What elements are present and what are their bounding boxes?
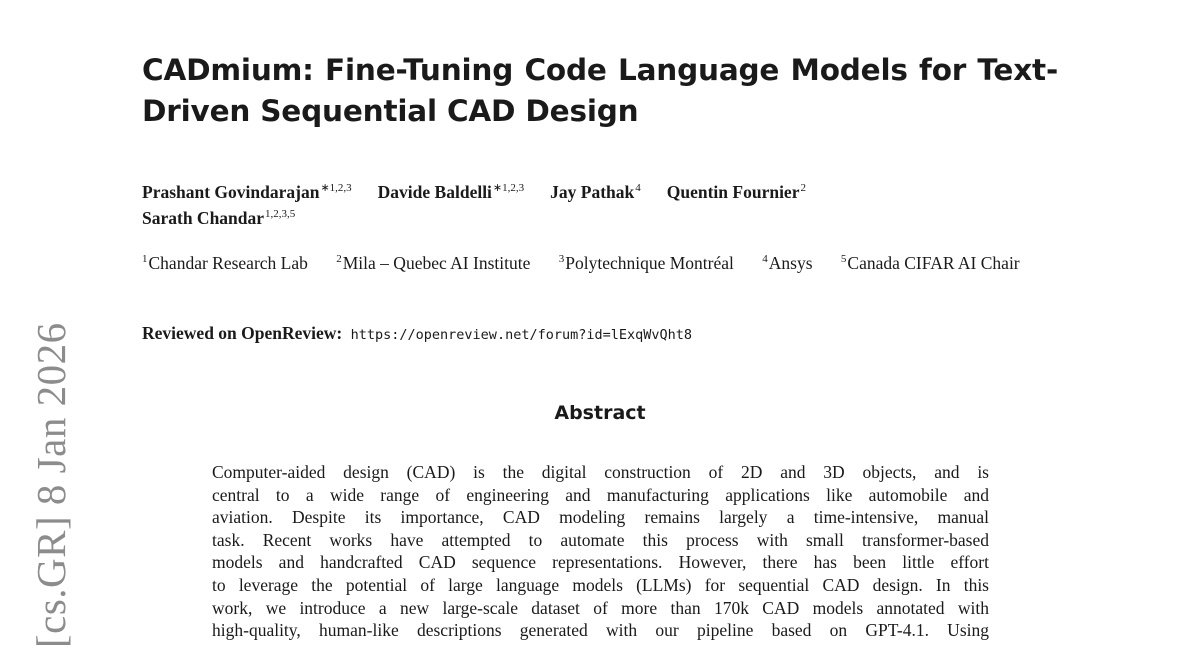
- author-affiliation-marks: ∗1,2,3: [492, 182, 525, 194]
- abstract-line: task. Recent works have attempted to automate this process with small transformer-based: [212, 529, 989, 550]
- abstract-line: to leverage the potential of large language models (LLMs) for sequential CAD design. In this: [212, 574, 989, 595]
- author-name: Quentin Fournier: [666, 182, 800, 202]
- openreview-line: [142, 322, 1058, 347]
- openreview-link[interactable]: https://openreview.net/forum?id=lExqWvQht8: [350, 327, 693, 343]
- abstract-heading: Abstract: [554, 402, 646, 424]
- affiliation-name: Mila – Quebec AI Institute: [342, 253, 531, 273]
- abstract-line: work, we introduce a new large-scale dataset of more than 170k CAD models annotated with: [212, 597, 989, 618]
- author-affiliation-marks: 2: [800, 182, 806, 194]
- affiliation-mark: 4: [762, 253, 768, 265]
- affiliation-mark: 2: [336, 253, 342, 265]
- affiliation-name: Chandar Research Lab: [148, 253, 308, 273]
- affiliation-name: Canada CIFAR AI Chair: [847, 253, 1020, 273]
- affiliation: [559, 253, 734, 273]
- affiliation-mark: 3: [558, 253, 565, 265]
- affiliation: [841, 253, 1020, 273]
- author-name: Jay Pathak: [550, 182, 635, 202]
- affiliation-mark: 5: [840, 253, 847, 265]
- author: [142, 207, 295, 233]
- author: [550, 181, 641, 207]
- author-affiliation-marks: 4: [635, 182, 641, 194]
- affiliation-name: Polytechnique Montréal: [565, 253, 734, 273]
- affiliation: [762, 253, 812, 273]
- author-affiliation-marks: ∗1,2,3: [320, 182, 352, 194]
- author-affiliation-marks: 1,2,3,5: [265, 208, 296, 220]
- abstract-line: aviation. Despite its importance, CAD modeling remains largely a time-intensive, manual: [212, 507, 989, 528]
- author-name: Davide Baldelli: [377, 182, 492, 202]
- author: [142, 181, 352, 207]
- abstract-line: models and handcrafted CAD sequence representations. However, there has been little effort: [212, 552, 989, 573]
- affiliation: [336, 253, 530, 273]
- abstract-body: [212, 461, 989, 642]
- abstract-line: high-quality, human-like descriptions generated with our pipeline based on GPT-4.1. Using: [212, 620, 989, 641]
- affiliation-list: [142, 252, 1058, 278]
- paper-title: CADmium: Fine-Tuning Code Language Models for Text-Driven Sequential CAD Design: [142, 53, 1058, 128]
- author: [667, 181, 806, 207]
- author-list: [142, 181, 1058, 233]
- author-name: Prashant Govindarajan: [142, 182, 320, 202]
- openreview-label: Reviewed on OpenReview:: [142, 323, 343, 343]
- abstract-line: central to a wide range of engineering and manufacturing applications like automobile and: [212, 484, 989, 505]
- abstract-line: Computer-aided design (CAD) is the digital construction of 2D and 3D objects, and is: [212, 462, 989, 482]
- affiliation-mark: 1: [142, 253, 148, 265]
- affiliation: [142, 253, 308, 273]
- author-name: Sarath Chandar: [142, 208, 265, 228]
- affiliation-name: Ansys: [768, 253, 813, 273]
- arxiv-identifier-stamp: [cs.GR] 8 Jan 2026: [28, 322, 74, 648]
- author: [378, 181, 524, 207]
